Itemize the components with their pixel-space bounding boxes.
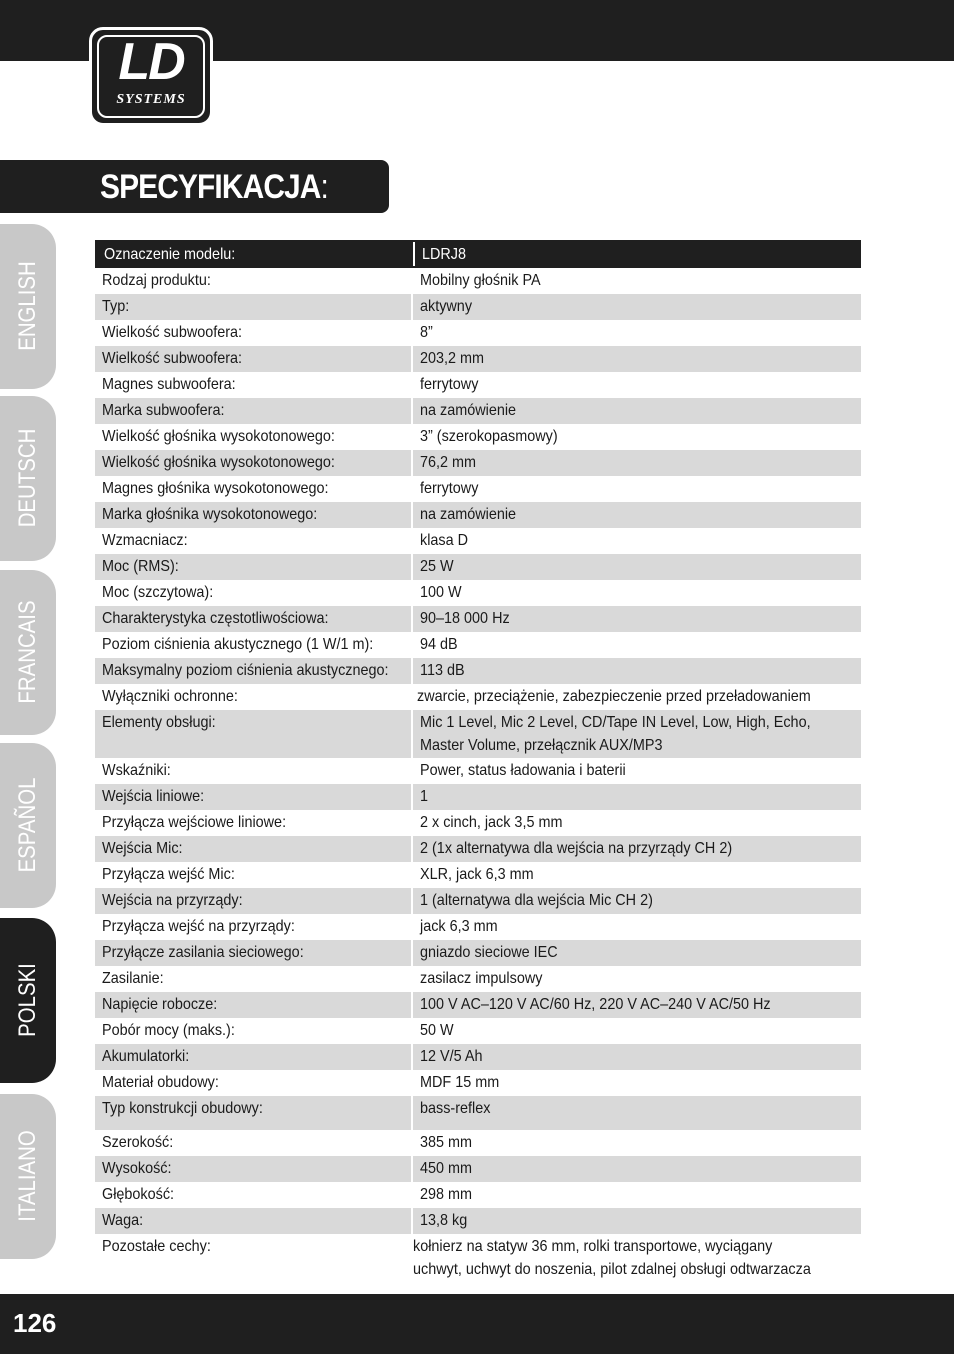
spec-label: Szerokość:: [102, 1134, 174, 1151]
spec-label: Przyłącza wejść na przyrządy:: [102, 918, 295, 935]
section-title: [100, 167, 328, 207]
table-row: [95, 684, 861, 710]
spec-value: Power, status ładowania i baterii: [420, 762, 626, 779]
table-row: [95, 862, 861, 888]
spec-value: 50 W: [420, 1022, 454, 1039]
spec-label: Magnes głośnika wysokotonowego:: [102, 480, 329, 497]
spec-value: na zamówienie: [413, 502, 861, 528]
table-row: [95, 294, 861, 320]
spec-value: 100 V AC–120 V AC/60 Hz, 220 V AC–240 V AC/50 Hz: [413, 992, 861, 1018]
spec-label: Wyłączniki ochronne:: [102, 688, 238, 705]
spec-label: Wejścia na przyrządy:: [95, 888, 411, 914]
tab-francais-label: FRANCAIS: [14, 600, 41, 704]
table-row: [95, 372, 861, 398]
spec-value: gniazdo sieciowe IEC: [413, 940, 861, 966]
spec-value: 3” (szerokopasmowy): [420, 428, 558, 445]
table-row: [95, 940, 861, 966]
table-row: [95, 1182, 861, 1208]
spec-label: Wzmacniacz:: [102, 532, 188, 549]
spec-value: aktywny: [413, 294, 861, 320]
spec-value: 2 x cinch, jack 3,5 mm: [420, 814, 563, 831]
section-title-colon: :: [320, 168, 328, 206]
spec-label: Wielkość głośnika wysokotonowego:: [102, 428, 335, 445]
spec-label: Wielkość subwoofera:: [95, 346, 411, 372]
table-row: [95, 450, 861, 476]
table-header-row: [95, 240, 861, 268]
tab-polski[interactable]: [0, 918, 56, 1083]
table-row: [95, 580, 861, 606]
table-row: [95, 320, 861, 346]
spec-label: Charakterystyka częstotliwościowa:: [95, 606, 411, 632]
table-row: [95, 1070, 861, 1096]
spec-value: 298 mm: [420, 1186, 473, 1203]
table-row: [95, 632, 861, 658]
spec-label: Wielkość głośnika wysokotonowego:: [95, 450, 411, 476]
table-row: [95, 810, 861, 836]
spec-value: 90–18 000 Hz: [413, 606, 861, 632]
spec-value: Mic 1 Level, Mic 2 Level, CD/Tape IN Level, Low, High, Echo, Master Volume, przełącznik AUX/MP3: [413, 710, 861, 758]
table-row: [95, 888, 861, 914]
table-row: [95, 1234, 861, 1282]
spec-value: klasa D: [420, 532, 469, 549]
spec-label: Marka głośnika wysokotonowego:: [95, 502, 411, 528]
spec-label: Napięcie robocze:: [95, 992, 411, 1018]
spec-value: 203,2 mm: [413, 346, 861, 372]
spec-label: Wielkość subwoofera:: [102, 324, 243, 341]
spec-label: Typ:: [95, 294, 411, 320]
spec-label: Wejścia liniowe:: [95, 784, 411, 810]
logo-main-text: LD: [118, 33, 184, 91]
spec-value: 25 W: [413, 554, 861, 580]
spec-label: Wskaźniki:: [102, 762, 171, 779]
spec-value: 13,8 kg: [413, 1208, 861, 1234]
tab-english[interactable]: [0, 224, 56, 389]
spec-label: Moc (RMS):: [95, 554, 411, 580]
table-row: [95, 346, 861, 372]
table-row: [95, 554, 861, 580]
spec-value: jack 6,3 mm: [420, 918, 498, 935]
spec-value: 12 V/5 Ah: [413, 1044, 861, 1070]
spec-label: Wysokość:: [95, 1156, 411, 1182]
spec-label: Akumulatorki:: [95, 1044, 411, 1070]
logo-sub-text: SYSTEMS: [116, 92, 186, 107]
spec-value: 2 (1x alternatywa dla wejścia na przyrządy CH 2): [413, 836, 861, 862]
spec-label: Zasilanie:: [102, 970, 164, 987]
spec-label: Poziom ciśnienia akustycznego (1 W/1 m):: [102, 636, 374, 653]
tab-espanol[interactable]: [0, 743, 56, 908]
spec-label: Pobór mocy (maks.):: [102, 1022, 235, 1039]
spec-value: 450 mm: [413, 1156, 861, 1182]
table-row: [95, 268, 861, 294]
spec-value: 113 dB: [413, 658, 861, 684]
table-row: [95, 836, 861, 862]
spec-label: Materiał obudowy:: [102, 1074, 219, 1091]
tab-italiano[interactable]: [0, 1094, 56, 1259]
table-row: [95, 606, 861, 632]
section-title-text: SPECYFIKACJA: [100, 168, 321, 206]
spec-label: Typ konstrukcji obudowy:: [95, 1096, 411, 1130]
table-row: [95, 1156, 861, 1182]
spec-value: kołnierz na statyw 36 mm, rolki transportowe, wyciągany uchwyt, uchwyt do noszenia, pilot zdalnej obsługi odtwarzacza: [412, 1238, 811, 1278]
tab-english-label: ENGLISH: [14, 261, 41, 351]
spec-label: Wejścia Mic:: [95, 836, 411, 862]
spec-label: Moc (szczytowa):: [102, 584, 214, 601]
spec-label: Marka subwoofera:: [95, 398, 411, 424]
tab-deutsch-label: DEUTSCH: [14, 428, 41, 528]
tab-deutsch[interactable]: [0, 396, 56, 561]
tab-italiano-label: ITALIANO: [14, 1130, 41, 1222]
specification-table: [95, 240, 861, 1282]
spec-value: 1 (alternatywa dla wejścia Mic CH 2): [413, 888, 861, 914]
spec-value: LDRJ8: [415, 242, 859, 266]
spec-value: Mobilny głośnik PA: [420, 272, 541, 289]
spec-value: zwarcie, przeciążenie, zabezpieczenie przed przeładowaniem: [417, 688, 812, 705]
table-row: [95, 1018, 861, 1044]
spec-label: Rodzaj produktu:: [102, 272, 211, 289]
table-row: [95, 658, 861, 684]
spec-value: XLR, jack 6,3 mm: [420, 866, 534, 883]
spec-label: Oznaczenie modelu:: [97, 242, 413, 266]
table-row: [95, 502, 861, 528]
spec-value: na zamówienie: [413, 398, 861, 424]
spec-label: Głębokość:: [102, 1186, 175, 1203]
spec-label: Przyłącza wejściowe liniowe:: [102, 814, 287, 831]
spec-value: MDF 15 mm: [420, 1074, 500, 1091]
spec-label: Maksymalny poziom ciśnienia akustycznego:: [95, 658, 411, 684]
table-row: [95, 1044, 861, 1070]
page-number: 126: [13, 1308, 57, 1338]
footer-bar: [0, 1294, 954, 1354]
spec-value: 100 W: [420, 584, 462, 601]
spec-value: 76,2 mm: [413, 450, 861, 476]
spec-value: ferrytowy: [420, 480, 479, 497]
spec-label: Waga:: [95, 1208, 411, 1234]
spec-value: bass-reflex: [413, 1096, 861, 1130]
spec-label: Przyłącze zasilania sieciowego:: [95, 940, 411, 966]
spec-value: 1: [413, 784, 861, 810]
table-row: [95, 1208, 861, 1234]
spec-value: 8”: [420, 324, 433, 341]
tab-francais[interactable]: [0, 570, 56, 735]
spec-value: 385 mm: [420, 1134, 473, 1151]
table-row: [95, 710, 861, 758]
spec-label: Przyłącza wejść Mic:: [102, 866, 235, 883]
table-row: [95, 914, 861, 940]
spec-value: 94 dB: [420, 636, 458, 653]
table-row: [95, 758, 861, 784]
table-row: [95, 398, 861, 424]
table-row: [95, 784, 861, 810]
spec-value: ferrytowy: [420, 376, 479, 393]
spec-label: Elementy obsługi:: [95, 710, 411, 758]
tab-espanol-label: ESPAÑOL: [14, 777, 41, 873]
table-row: [95, 992, 861, 1018]
table-row: [95, 1130, 861, 1156]
table-row: [95, 1096, 861, 1130]
table-row: [95, 966, 861, 992]
ld-systems-logo: [89, 27, 213, 126]
table-row: [95, 424, 861, 450]
spec-label: Magnes subwoofera:: [102, 376, 236, 393]
table-row: [95, 528, 861, 554]
tab-polski-label: POLSKI: [14, 963, 41, 1037]
table-row: [95, 476, 861, 502]
spec-value: zasilacz impulsowy: [420, 970, 543, 987]
spec-label: Pozostałe cechy:: [102, 1238, 211, 1255]
